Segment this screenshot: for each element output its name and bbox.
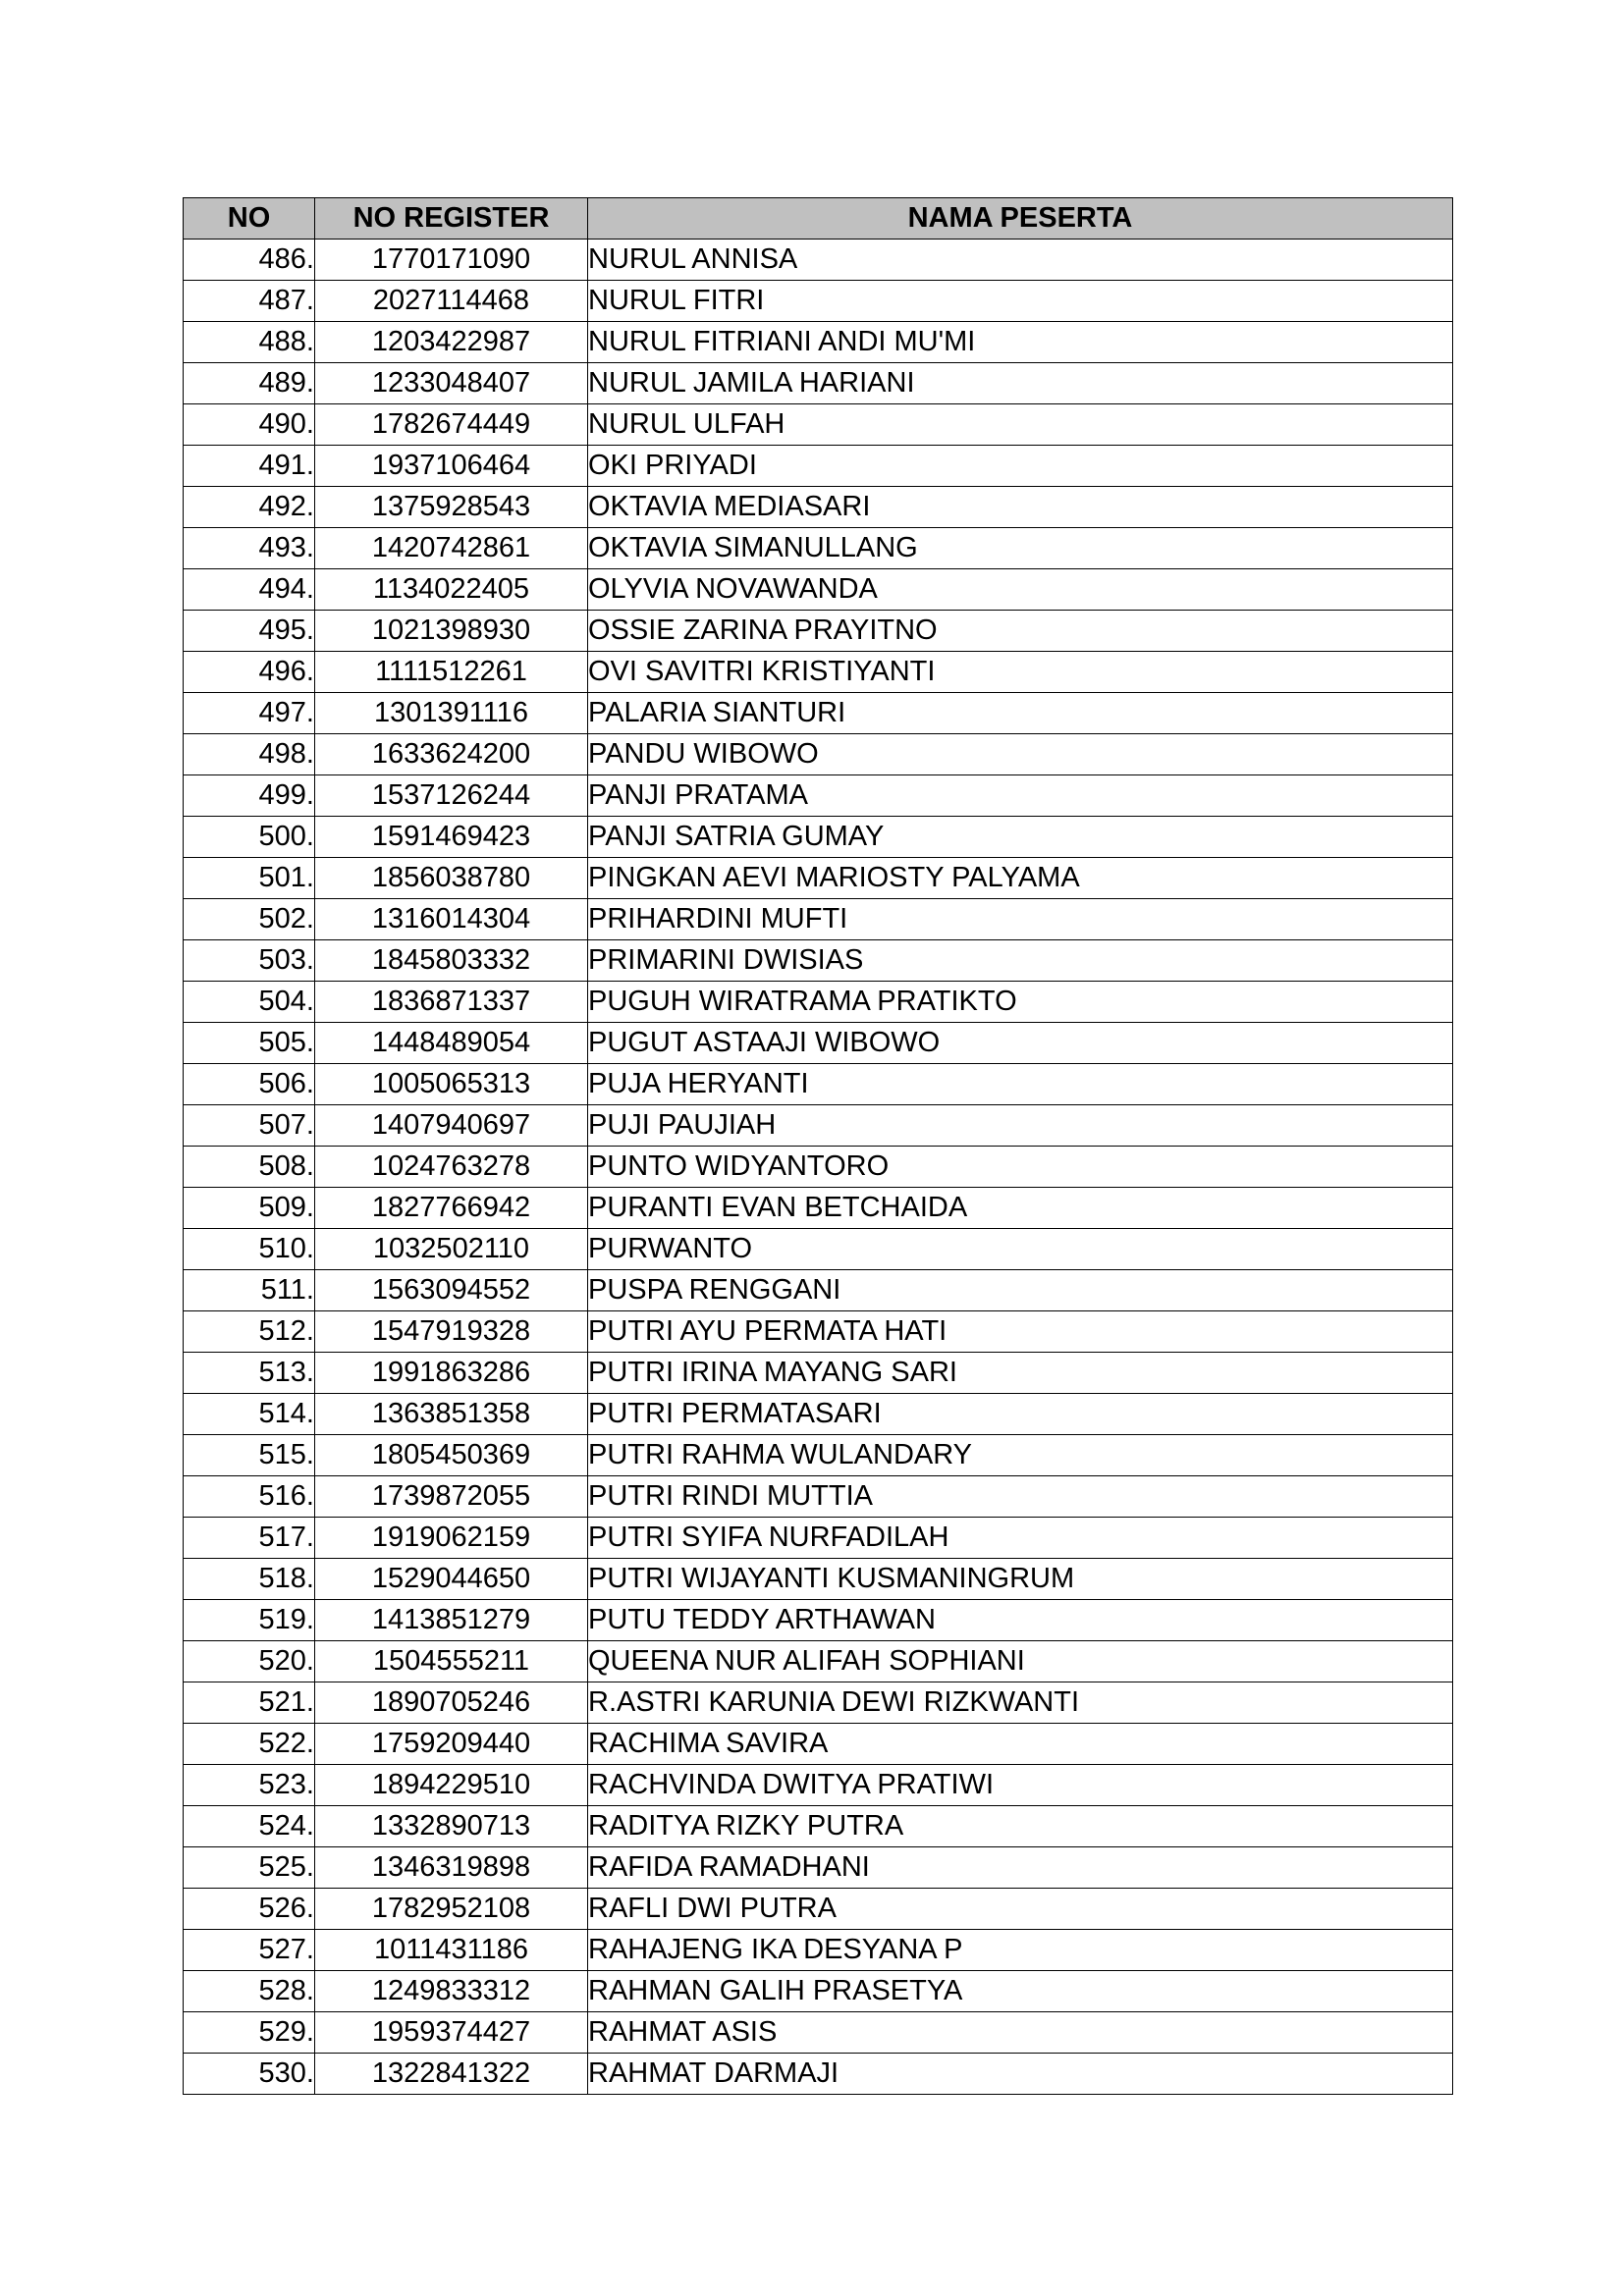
register-number-cell: 1894229510 [315, 1765, 588, 1806]
table-row [184, 1559, 1453, 1600]
row-number-cell: 507. [184, 1105, 315, 1147]
register-number-cell: 1770171090 [315, 240, 588, 281]
table-row [184, 1064, 1453, 1105]
participant-name-cell: PANJI PRATAMA [588, 775, 1453, 817]
participant-name-cell: RAFIDA RAMADHANI [588, 1847, 1453, 1889]
table-header [184, 198, 1453, 240]
participant-name-cell: RAHMAT DARMAJI [588, 2054, 1453, 2095]
row-number-cell: 509. [184, 1188, 315, 1229]
register-number-cell: 1856038780 [315, 858, 588, 899]
participant-name-cell: PURWANTO [588, 1229, 1453, 1270]
row-number-cell: 518. [184, 1559, 315, 1600]
participant-name-cell: OLYVIA NOVAWANDA [588, 569, 1453, 611]
table-row [184, 1682, 1453, 1724]
row-number-cell: 489. [184, 363, 315, 404]
table-row [184, 1188, 1453, 1229]
table-row [184, 1765, 1453, 1806]
register-number-cell: 1845803332 [315, 940, 588, 982]
row-number-cell: 497. [184, 693, 315, 734]
register-number-cell: 1782674449 [315, 404, 588, 446]
table-row [184, 1600, 1453, 1641]
row-number-cell: 491. [184, 446, 315, 487]
row-number-cell: 487. [184, 281, 315, 322]
row-number-cell: 504. [184, 982, 315, 1023]
participant-name-cell: RACHIMA SAVIRA [588, 1724, 1453, 1765]
table-row [184, 734, 1453, 775]
row-number-cell: 517. [184, 1518, 315, 1559]
register-number-cell: 1827766942 [315, 1188, 588, 1229]
participant-name-cell: PUSPA RENGGANI [588, 1270, 1453, 1311]
row-number-cell: 490. [184, 404, 315, 446]
register-number-cell: 1249833312 [315, 1971, 588, 2012]
participant-name-cell: PANDU WIBOWO [588, 734, 1453, 775]
register-number-cell: 1591469423 [315, 817, 588, 858]
participant-name-cell: PUTRI RAHMA WULANDARY [588, 1435, 1453, 1476]
table-row [184, 1229, 1453, 1270]
register-number-cell: 1032502110 [315, 1229, 588, 1270]
register-number-cell: 1024763278 [315, 1147, 588, 1188]
table-row [184, 982, 1453, 1023]
participant-name-cell: RAHAJENG IKA DESYANA P [588, 1930, 1453, 1971]
register-number-cell: 1836871337 [315, 982, 588, 1023]
participant-name-cell: PUTRI WIJAYANTI KUSMANINGRUM [588, 1559, 1453, 1600]
register-number-cell: 1739872055 [315, 1476, 588, 1518]
row-number-cell: 511. [184, 1270, 315, 1311]
table-row [184, 281, 1453, 322]
participant-name-cell: PUTRI SYIFA NURFADILAH [588, 1518, 1453, 1559]
column-header-name: NAMA PESERTA [588, 198, 1453, 240]
register-number-cell: 1363851358 [315, 1394, 588, 1435]
register-number-cell: 1111512261 [315, 652, 588, 693]
row-number-cell: 516. [184, 1476, 315, 1518]
table-row [184, 693, 1453, 734]
table-row [184, 322, 1453, 363]
participant-name-cell: NURUL ANNISA [588, 240, 1453, 281]
participant-name-cell: NURUL FITRI [588, 281, 1453, 322]
participant-name-cell: RACHVINDA DWITYA PRATIWI [588, 1765, 1453, 1806]
table-row [184, 858, 1453, 899]
row-number-cell: 508. [184, 1147, 315, 1188]
row-number-cell: 502. [184, 899, 315, 940]
register-number-cell: 1346319898 [315, 1847, 588, 1889]
table-row [184, 1147, 1453, 1188]
participant-name-cell: PUJI PAUJIAH [588, 1105, 1453, 1147]
table-row [184, 528, 1453, 569]
row-number-cell: 528. [184, 1971, 315, 2012]
row-number-cell: 519. [184, 1600, 315, 1641]
participant-name-cell: NURUL ULFAH [588, 404, 1453, 446]
participant-name-cell: PUGUT ASTAAJI WIBOWO [588, 1023, 1453, 1064]
register-number-cell: 1529044650 [315, 1559, 588, 1600]
row-number-cell: 503. [184, 940, 315, 982]
participant-name-cell: RAHMAN GALIH PRASETYA [588, 1971, 1453, 2012]
table-row [184, 363, 1453, 404]
participant-name-cell: RADITYA RIZKY PUTRA [588, 1806, 1453, 1847]
register-number-cell: 1413851279 [315, 1600, 588, 1641]
row-number-cell: 506. [184, 1064, 315, 1105]
row-number-cell: 510. [184, 1229, 315, 1270]
register-number-cell: 1782952108 [315, 1889, 588, 1930]
table-row [184, 1023, 1453, 1064]
row-number-cell: 521. [184, 1682, 315, 1724]
table-row [184, 1806, 1453, 1847]
table-row [184, 1353, 1453, 1394]
participant-name-cell: RAHMAT ASIS [588, 2012, 1453, 2054]
register-number-cell: 1805450369 [315, 1435, 588, 1476]
row-number-cell: 525. [184, 1847, 315, 1889]
participant-name-cell: PUGUH WIRATRAMA PRATIKTO [588, 982, 1453, 1023]
participant-name-cell: PURANTI EVAN BETCHAIDA [588, 1188, 1453, 1229]
register-number-cell: 1322841322 [315, 2054, 588, 2095]
row-number-cell: 496. [184, 652, 315, 693]
register-number-cell: 1407940697 [315, 1105, 588, 1147]
participant-name-cell: PUTRI PERMATASARI [588, 1394, 1453, 1435]
row-number-cell: 498. [184, 734, 315, 775]
row-number-cell: 530. [184, 2054, 315, 2095]
table-row [184, 1476, 1453, 1518]
table-row [184, 1394, 1453, 1435]
register-number-cell: 1316014304 [315, 899, 588, 940]
row-number-cell: 529. [184, 2012, 315, 2054]
table-row [184, 1889, 1453, 1930]
row-number-cell: 520. [184, 1641, 315, 1682]
row-number-cell: 505. [184, 1023, 315, 1064]
register-number-cell: 1448489054 [315, 1023, 588, 1064]
row-number-cell: 500. [184, 817, 315, 858]
table-row [184, 775, 1453, 817]
register-number-cell: 1937106464 [315, 446, 588, 487]
table-row [184, 1847, 1453, 1889]
row-number-cell: 513. [184, 1353, 315, 1394]
register-number-cell: 1420742861 [315, 528, 588, 569]
register-number-cell: 1537126244 [315, 775, 588, 817]
participant-name-cell: PUNTO WIDYANTORO [588, 1147, 1453, 1188]
participant-name-cell: OSSIE ZARINA PRAYITNO [588, 611, 1453, 652]
participant-name-cell: OKTAVIA MEDIASARI [588, 487, 1453, 528]
row-number-cell: 522. [184, 1724, 315, 1765]
table-row [184, 817, 1453, 858]
register-number-cell: 1332890713 [315, 1806, 588, 1847]
register-number-cell: 1563094552 [315, 1270, 588, 1311]
table-row [184, 1641, 1453, 1682]
table-row [184, 404, 1453, 446]
header-row [184, 198, 1453, 240]
participant-name-cell: NURUL JAMILA HARIANI [588, 363, 1453, 404]
participant-name-cell: PRIMARINI DWISIAS [588, 940, 1453, 982]
participant-name-cell: PANJI SATRIA GUMAY [588, 817, 1453, 858]
table-row [184, 240, 1453, 281]
table-row [184, 899, 1453, 940]
row-number-cell: 524. [184, 1806, 315, 1847]
table-row [184, 611, 1453, 652]
participant-name-cell: PRIHARDINI MUFTI [588, 899, 1453, 940]
register-number-cell: 1759209440 [315, 1724, 588, 1765]
register-number-cell: 1919062159 [315, 1518, 588, 1559]
row-number-cell: 499. [184, 775, 315, 817]
row-number-cell: 493. [184, 528, 315, 569]
register-number-cell: 1547919328 [315, 1311, 588, 1353]
register-number-cell: 1011431186 [315, 1930, 588, 1971]
column-header-register: NO REGISTER [315, 198, 588, 240]
participant-name-cell: PALARIA SIANTURI [588, 693, 1453, 734]
row-number-cell: 492. [184, 487, 315, 528]
row-number-cell: 488. [184, 322, 315, 363]
participant-name-cell: QUEENA NUR ALIFAH SOPHIANI [588, 1641, 1453, 1682]
row-number-cell: 514. [184, 1394, 315, 1435]
participant-name-cell: PUTU TEDDY ARTHAWAN [588, 1600, 1453, 1641]
register-number-cell: 1890705246 [315, 1682, 588, 1724]
register-number-cell: 1504555211 [315, 1641, 588, 1682]
register-number-cell: 1134022405 [315, 569, 588, 611]
table-row [184, 1518, 1453, 1559]
participant-name-cell: OKTAVIA SIMANULLANG [588, 528, 1453, 569]
row-number-cell: 527. [184, 1930, 315, 1971]
participant-name-cell: R.ASTRI KARUNIA DEWI RIZKWANTI [588, 1682, 1453, 1724]
table-row [184, 652, 1453, 693]
participant-name-cell: PUTRI AYU PERMATA HATI [588, 1311, 1453, 1353]
register-number-cell: 1203422987 [315, 322, 588, 363]
table-row [184, 569, 1453, 611]
row-number-cell: 515. [184, 1435, 315, 1476]
table-body [184, 240, 1453, 2095]
row-number-cell: 501. [184, 858, 315, 899]
table-row [184, 1724, 1453, 1765]
register-number-cell: 1021398930 [315, 611, 588, 652]
table-row [184, 1971, 1453, 2012]
table-row [184, 2012, 1453, 2054]
participant-name-cell: PUJA HERYANTI [588, 1064, 1453, 1105]
table-row [184, 2054, 1453, 2095]
table-row [184, 940, 1453, 982]
participant-name-cell: OVI SAVITRI KRISTIYANTI [588, 652, 1453, 693]
participant-name-cell: PUTRI IRINA MAYANG SARI [588, 1353, 1453, 1394]
register-number-cell: 1991863286 [315, 1353, 588, 1394]
table-row [184, 446, 1453, 487]
row-number-cell: 495. [184, 611, 315, 652]
participant-table [183, 197, 1453, 2095]
row-number-cell: 512. [184, 1311, 315, 1353]
table-row [184, 1930, 1453, 1971]
participant-name-cell: RAFLI DWI PUTRA [588, 1889, 1453, 1930]
row-number-cell: 486. [184, 240, 315, 281]
participant-name-cell: PINGKAN AEVI MARIOSTY PALYAMA [588, 858, 1453, 899]
row-number-cell: 526. [184, 1889, 315, 1930]
register-number-cell: 1633624200 [315, 734, 588, 775]
participant-name-cell: NURUL FITRIANI ANDI MU'MI [588, 322, 1453, 363]
participant-name-cell: OKI PRIYADI [588, 446, 1453, 487]
participant-name-cell: PUTRI RINDI MUTTIA [588, 1476, 1453, 1518]
row-number-cell: 523. [184, 1765, 315, 1806]
table-row [184, 1270, 1453, 1311]
table-row [184, 1311, 1453, 1353]
table-row [184, 487, 1453, 528]
register-number-cell: 1375928543 [315, 487, 588, 528]
row-number-cell: 494. [184, 569, 315, 611]
column-header-no: NO [184, 198, 315, 240]
register-number-cell: 1301391116 [315, 693, 588, 734]
table-row [184, 1105, 1453, 1147]
register-number-cell: 2027114468 [315, 281, 588, 322]
register-number-cell: 1959374427 [315, 2012, 588, 2054]
table-row [184, 1435, 1453, 1476]
register-number-cell: 1233048407 [315, 363, 588, 404]
register-number-cell: 1005065313 [315, 1064, 588, 1105]
